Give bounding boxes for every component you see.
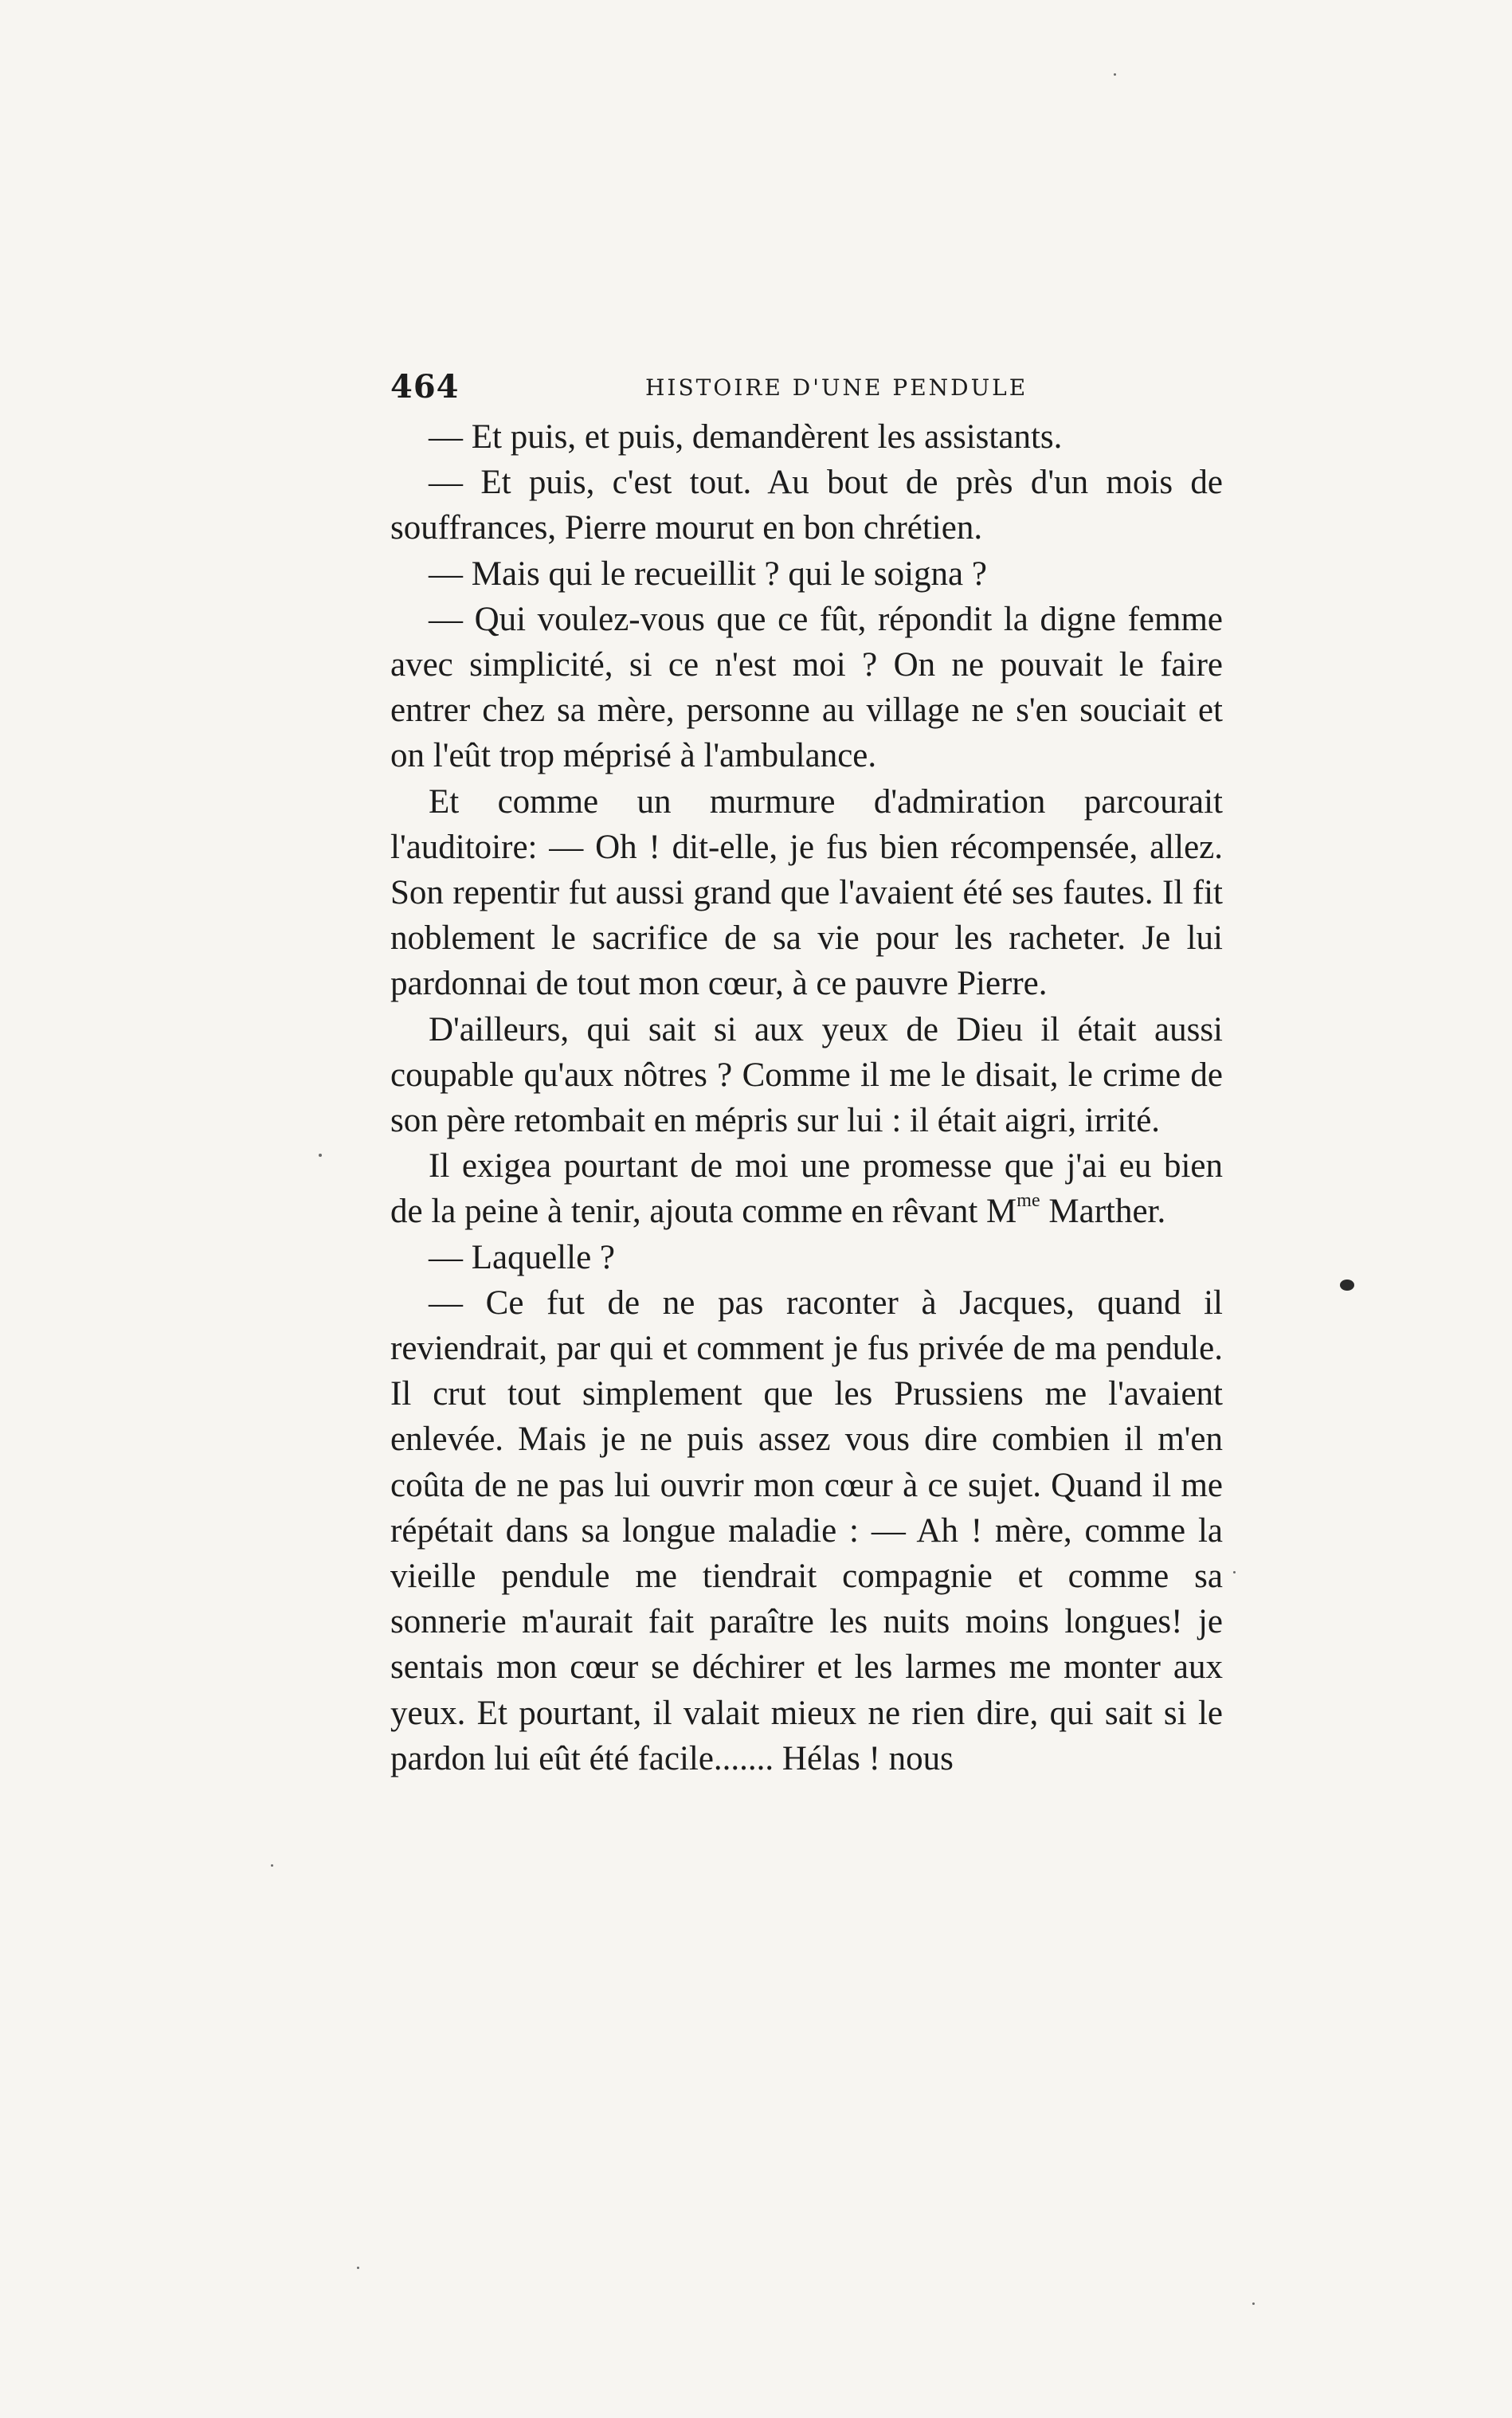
scan-speck	[1114, 73, 1116, 76]
scan-speck	[271, 1864, 273, 1867]
scan-speck	[319, 1154, 322, 1157]
paragraph: — Et puis, c'est tout. Au bout de près d'un mois de souffrances, Pierre mourut en bon chrétien.	[390, 464, 1223, 547]
paragraph: — Qui voulez-vous que ce fût, répondit la digne femme avec simplicité, si ce n'est moi ? On ne pouvait le faire entrer chez sa mère, personne au village ne s'en souciait et on l'eût trop méprisé à l'ambulance.	[390, 600, 1223, 775]
scan-speck	[1340, 1280, 1354, 1291]
paragraph: Et comme un murmure d'admiration parcourait l'auditoire: — Oh ! dit-elle, je fus bien récompensée, allez. Son repentir fut aussi grand que l'avaient été ses fautes. Il fit noblement le sacrifice de sa vie pour les racheter. Je lui pardonnai de tout mon cœur, à ce pauvre Pierre.	[390, 782, 1223, 1003]
page-number: 464	[390, 368, 460, 406]
running-title: HISTOIRE D'UNE PENDULE	[645, 374, 1028, 401]
paragraph: — Mais qui le recueillit ? qui le soigna ?	[429, 555, 987, 593]
paragraph-mme	[390, 1143, 1223, 1234]
paragraph-text: Il exigea pourtant de moi une promesse que j'ai eu bien de la peine à tenir, ajouta comme en rêvant M	[390, 1147, 1223, 1231]
paragraph-text: Marther.	[1040, 1193, 1166, 1231]
scan-speck	[357, 2267, 359, 2269]
paragraph: — Ce fut de ne pas raconter à Jacques, quand il reviendrait, par qui et comment je fus privée de ma pendule. Il crut tout simplement que les Prussiens me l'avaient enlevée. Mais je ne puis assez vous dire combien il m'en coûta de ne pas lui ouvrir mon cœur à ce sujet. Quand il me répétait dans sa longue maladie : — Ah ! mère, comme la vieille pendule me tiendrait compagnie et comme sa sonnerie m'aurait fait paraître les nuits moins longues! je sentais mon cœur se déchirer et les larmes me monter aux yeux. Et pourtant, il valait mieux ne rien dire, qui sait si le pardon lui eût été facile....... Hélas ! nous	[390, 1283, 1223, 1777]
page-header	[390, 368, 1235, 416]
body-text	[390, 414, 1223, 1781]
paragraph: D'ailleurs, qui sait si aux yeux de Dieu il était aussi coupable qu'aux nôtres ? Comme il me le disait, le crime de son père retombait en mépris sur lui : il était aigri, irrité.	[390, 1010, 1223, 1140]
scan-speck	[1233, 1571, 1236, 1573]
paragraph: — Et puis, et puis, demandèrent les assistants.	[429, 418, 1063, 456]
paragraph: — Laquelle ?	[429, 1238, 616, 1276]
scan-speck	[1252, 2302, 1255, 2305]
abbreviation-superscript: me	[1016, 1190, 1040, 1212]
